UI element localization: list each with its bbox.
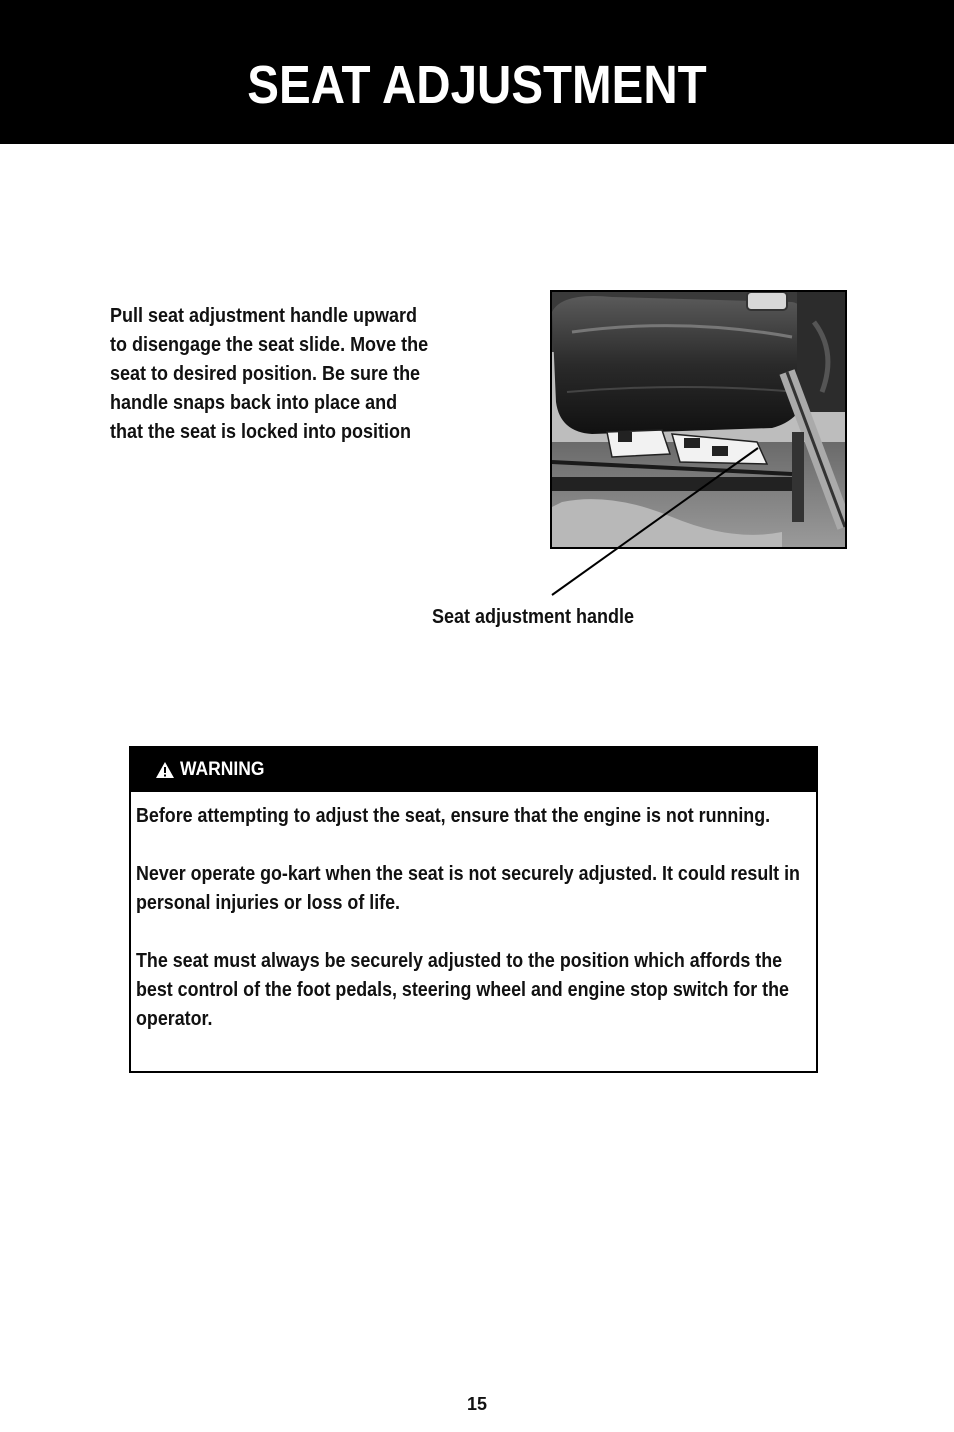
warning-paragraph: The seat must always be securely adjusted to the position which affords the best control of the foot pedals, steering wheel and engine stop switch for the operator. xyxy=(136,950,789,1030)
warning-body xyxy=(131,792,816,1034)
figure-caption: Seat adjustment handle xyxy=(432,606,635,628)
instructions-text: Pull seat adjustment handle upward to disengage the seat slide. Move the seat to desired position. Be sure the handle snaps back into place and that the seat is locked into position xyxy=(110,305,429,443)
seat-photo xyxy=(550,290,847,549)
page-header xyxy=(0,0,954,144)
warning-label: WARNING xyxy=(180,759,265,780)
warning-triangle-icon xyxy=(155,761,175,779)
warning-header xyxy=(131,748,816,792)
page-number: 15 xyxy=(466,1394,488,1414)
warning-box xyxy=(129,746,818,1073)
seat-illustration xyxy=(552,292,845,547)
warning-paragraph: Before attempting to adjust the seat, ensure that the engine is not running. xyxy=(136,805,771,827)
page-title: SEAT ADJUSTMENT xyxy=(247,55,707,115)
warning-paragraph: Never operate go-kart when the seat is not securely adjusted. It could result in personal injuries or loss of life. xyxy=(136,863,800,914)
